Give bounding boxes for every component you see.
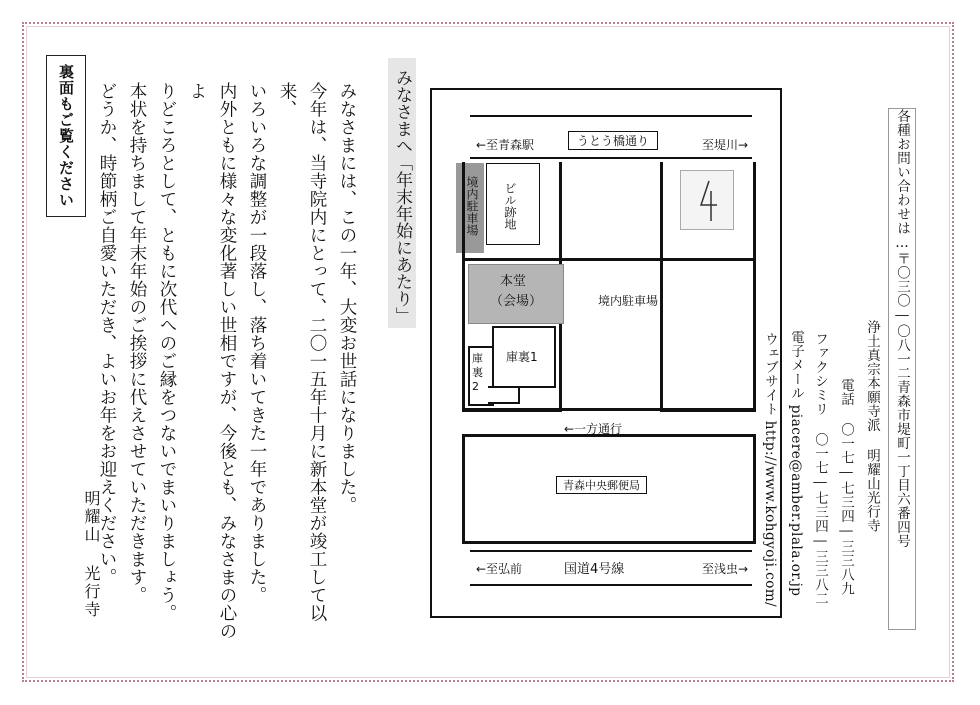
letter-line: りどころとして、ともに次代へのご縁をつないでまいりましょう。 xyxy=(157,82,177,622)
main-hall-sublabel: （会場） xyxy=(490,294,543,309)
contact-line-4: ファクシミリ 〇一七―七三四―三三八二 xyxy=(812,332,828,606)
contact-line-3: 電話 〇一七―七三四―三三八九 xyxy=(838,378,854,596)
kuri-2-label: 庫裏2 xyxy=(472,352,483,393)
letter-heading-text: みなさまへ「年末年始にあたり」 xyxy=(392,68,412,324)
see-reverse-text: 裏面もご覧ください xyxy=(57,64,75,208)
letter-line: 今年は、当寺院内にとって、二〇一五年十月に新本堂が竣工して以来、 xyxy=(277,82,327,622)
letter-line: いろいろな調整が一段落し、落ち着いてきた一年でありました。 xyxy=(247,82,267,604)
contact-line-5-block xyxy=(786,330,806,596)
letter-line: みなさまには、この一年、大変お世話になりました。 xyxy=(337,82,357,514)
number-4-mark xyxy=(681,171,733,229)
kuri-2-tail xyxy=(488,386,520,404)
bottom-road-label: 国道4号線 xyxy=(564,562,625,577)
to-hirosaki-label: ←至弘前 xyxy=(476,562,523,576)
to-asamushi-label: 至浅虫→ xyxy=(702,562,749,576)
letter-line: 内外ともに様々な変化著しい世相ですが、今後とも、みなさまの心のよ xyxy=(187,82,237,640)
to-aomori-station-label: ←至青森駅 xyxy=(476,138,535,152)
see-reverse-tag xyxy=(46,55,86,217)
to-tsutsumigawa-label: 至堤川→ xyxy=(702,138,749,152)
contact-line-2: 浄土真宗本願寺派 明耀山光行寺 xyxy=(864,320,880,533)
contact-line-6-block xyxy=(760,332,780,607)
letter-heading xyxy=(388,58,416,328)
letter-body xyxy=(92,82,362,642)
contact-heading xyxy=(888,108,916,630)
kuri-1-label: 庫裏1 xyxy=(506,350,538,364)
main-parking-lot-label: 境内駐車場 xyxy=(598,294,659,308)
website-label[interactable]: ウェブサイト http://www.kohgyoji.com/ xyxy=(762,332,778,608)
small-parking-lot-label: 境内駐車場 xyxy=(465,176,479,236)
contact-line-1: 各種お問い合わせは…〒〇三〇―〇八一二青森市堤町一丁目六番四号 xyxy=(894,109,910,548)
signature: 明耀山 光行寺 xyxy=(82,490,101,619)
letter-line: 本状を持ちまして年末年始のご挨拶に代えさせていただきます。 xyxy=(127,82,147,604)
building-site-label: ビル跡地 xyxy=(503,182,517,230)
top-road-label: うとう橋通り xyxy=(568,131,658,150)
letter-line: どうか、時節柄ご自愛いただき、よいお年をお迎えください。 xyxy=(97,82,117,586)
post-office-label: 青森中央郵便局 xyxy=(556,476,647,494)
oneway-label: ←一方通行 xyxy=(564,422,623,436)
main-hall-label: 本堂 xyxy=(500,274,527,289)
email-label[interactable]: 電子メール piacere@amber.plala.or.jp xyxy=(788,330,804,597)
sign-image xyxy=(680,170,734,230)
access-map xyxy=(430,88,782,618)
